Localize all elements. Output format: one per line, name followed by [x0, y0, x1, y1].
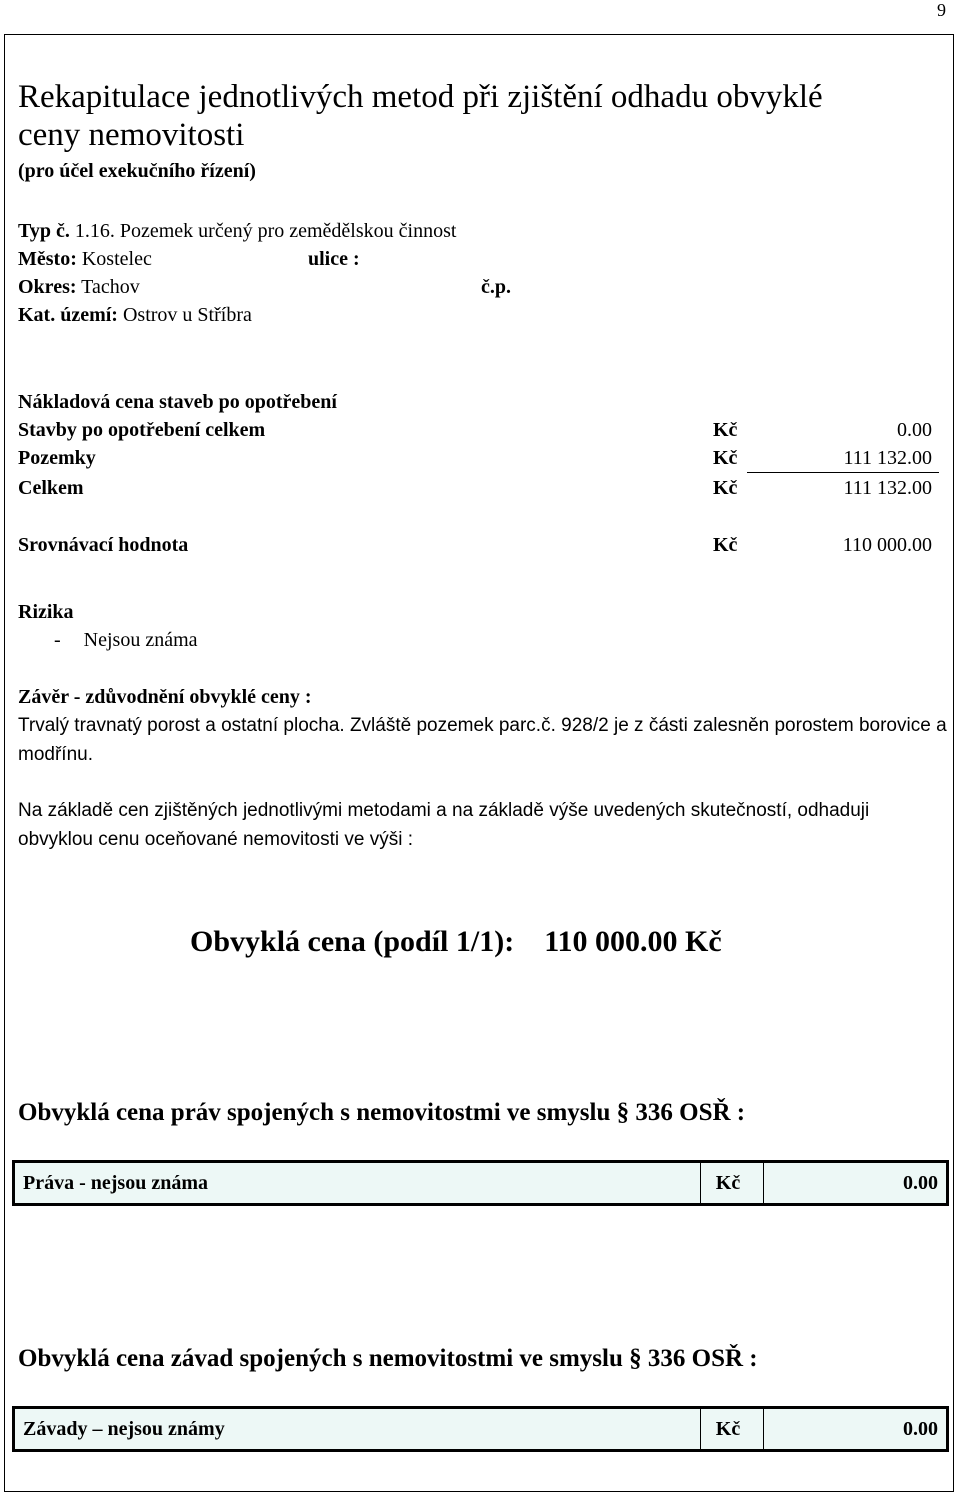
risks-item [54, 626, 198, 654]
page-title-line-1: Rekapitulace jednotlivých metod při zjištění odhadu obvyklé [18, 79, 823, 115]
rights-label: Práva - nejsou známa [15, 1163, 701, 1203]
sum-underline [747, 472, 939, 473]
risks-text: Nejsou známa [83, 629, 198, 651]
burdens-amount: 0.00 [903, 1418, 938, 1440]
type-label: Typ č. [18, 220, 70, 242]
cost-row-land [0, 444, 960, 472]
property-type [18, 217, 456, 245]
cost-row-total [0, 474, 960, 502]
cost-row-buildings [0, 416, 960, 444]
final-price-value: 110 000.00 Kč [544, 925, 722, 958]
cost-row-label: Celkem [18, 477, 84, 499]
cost-row-amount: 111 132.00 [843, 477, 932, 499]
cost-row-label: Pozemky [18, 447, 96, 469]
final-price [190, 925, 722, 959]
street-label: ulice : [308, 248, 360, 270]
property-cadastre [18, 301, 252, 329]
comparative-row [0, 531, 960, 559]
cost-row-currency: Kč [713, 477, 738, 499]
district-label: Okres: [18, 276, 77, 298]
comparative-currency: Kč [713, 534, 738, 556]
city-value: Kostelec [81, 248, 152, 270]
comparative-amount: 110 000.00 [842, 534, 932, 556]
cadastre-value: Ostrov u Stříbra [122, 304, 252, 326]
city-label: Město: [18, 248, 77, 270]
burdens-table [12, 1406, 949, 1452]
page-title-line-2: ceny nemovitosti [18, 117, 245, 153]
page-subtitle: (pro účel exekučního řízení) [18, 160, 256, 182]
burdens-currency: Kč [693, 1409, 764, 1449]
property-city [18, 245, 152, 273]
property-district [18, 273, 140, 301]
rights-amount: 0.00 [903, 1172, 938, 1194]
cost-row-currency: Kč [713, 447, 738, 469]
page-number: 9 [937, 0, 946, 20]
cp-label: č.p. [481, 276, 511, 298]
cost-row-amount: 111 132.00 [843, 447, 932, 469]
type-value: 1.16. Pozemek určený pro zemědělskou činnost [74, 220, 457, 242]
cost-row-currency: Kč [713, 419, 738, 441]
risks-heading: Rizika [18, 601, 74, 623]
rights-heading: Obvyklá cena práv spojených s nemovitostmi ve smyslu § 336 OSŘ : [18, 1099, 746, 1126]
comparative-label: Srovnávací hodnota [18, 534, 189, 556]
burdens-label: Závady – nejsou známy [15, 1409, 701, 1449]
rights-currency: Kč [693, 1163, 764, 1203]
cost-heading: Nákladová cena staveb po opotřebení [18, 391, 337, 413]
risks-bullet: - [54, 629, 61, 651]
rights-table [12, 1160, 949, 1206]
conclusion-heading: Závěr - zdůvodnění obvyklé ceny : [18, 686, 312, 708]
conclusion-text: Trvalý travnatý porost a ostatní plocha. Zvláště pozemek parc.č. 928/2 je z části zalesněn porostem borovice a modřínu. [18, 715, 947, 765]
final-price-label: Obvyklá cena (podíl 1/1): [190, 925, 515, 958]
cost-row-label: Stavby po opotřebení celkem [18, 419, 266, 441]
basis-text: Na základě cen zjištěných jednotlivými metodami a na základě výše uvedených skutečností, odhaduji obvyklou cenu oceňované nemovitosti ve výši : [18, 800, 870, 850]
cost-row-amount: 0.00 [897, 419, 932, 441]
cadastre-label: Kat. území: [18, 304, 118, 326]
district-value: Tachov [81, 276, 140, 298]
burdens-heading: Obvyklá cena závad spojených s nemovitostmi ve smyslu § 336 OSŘ : [18, 1345, 758, 1372]
